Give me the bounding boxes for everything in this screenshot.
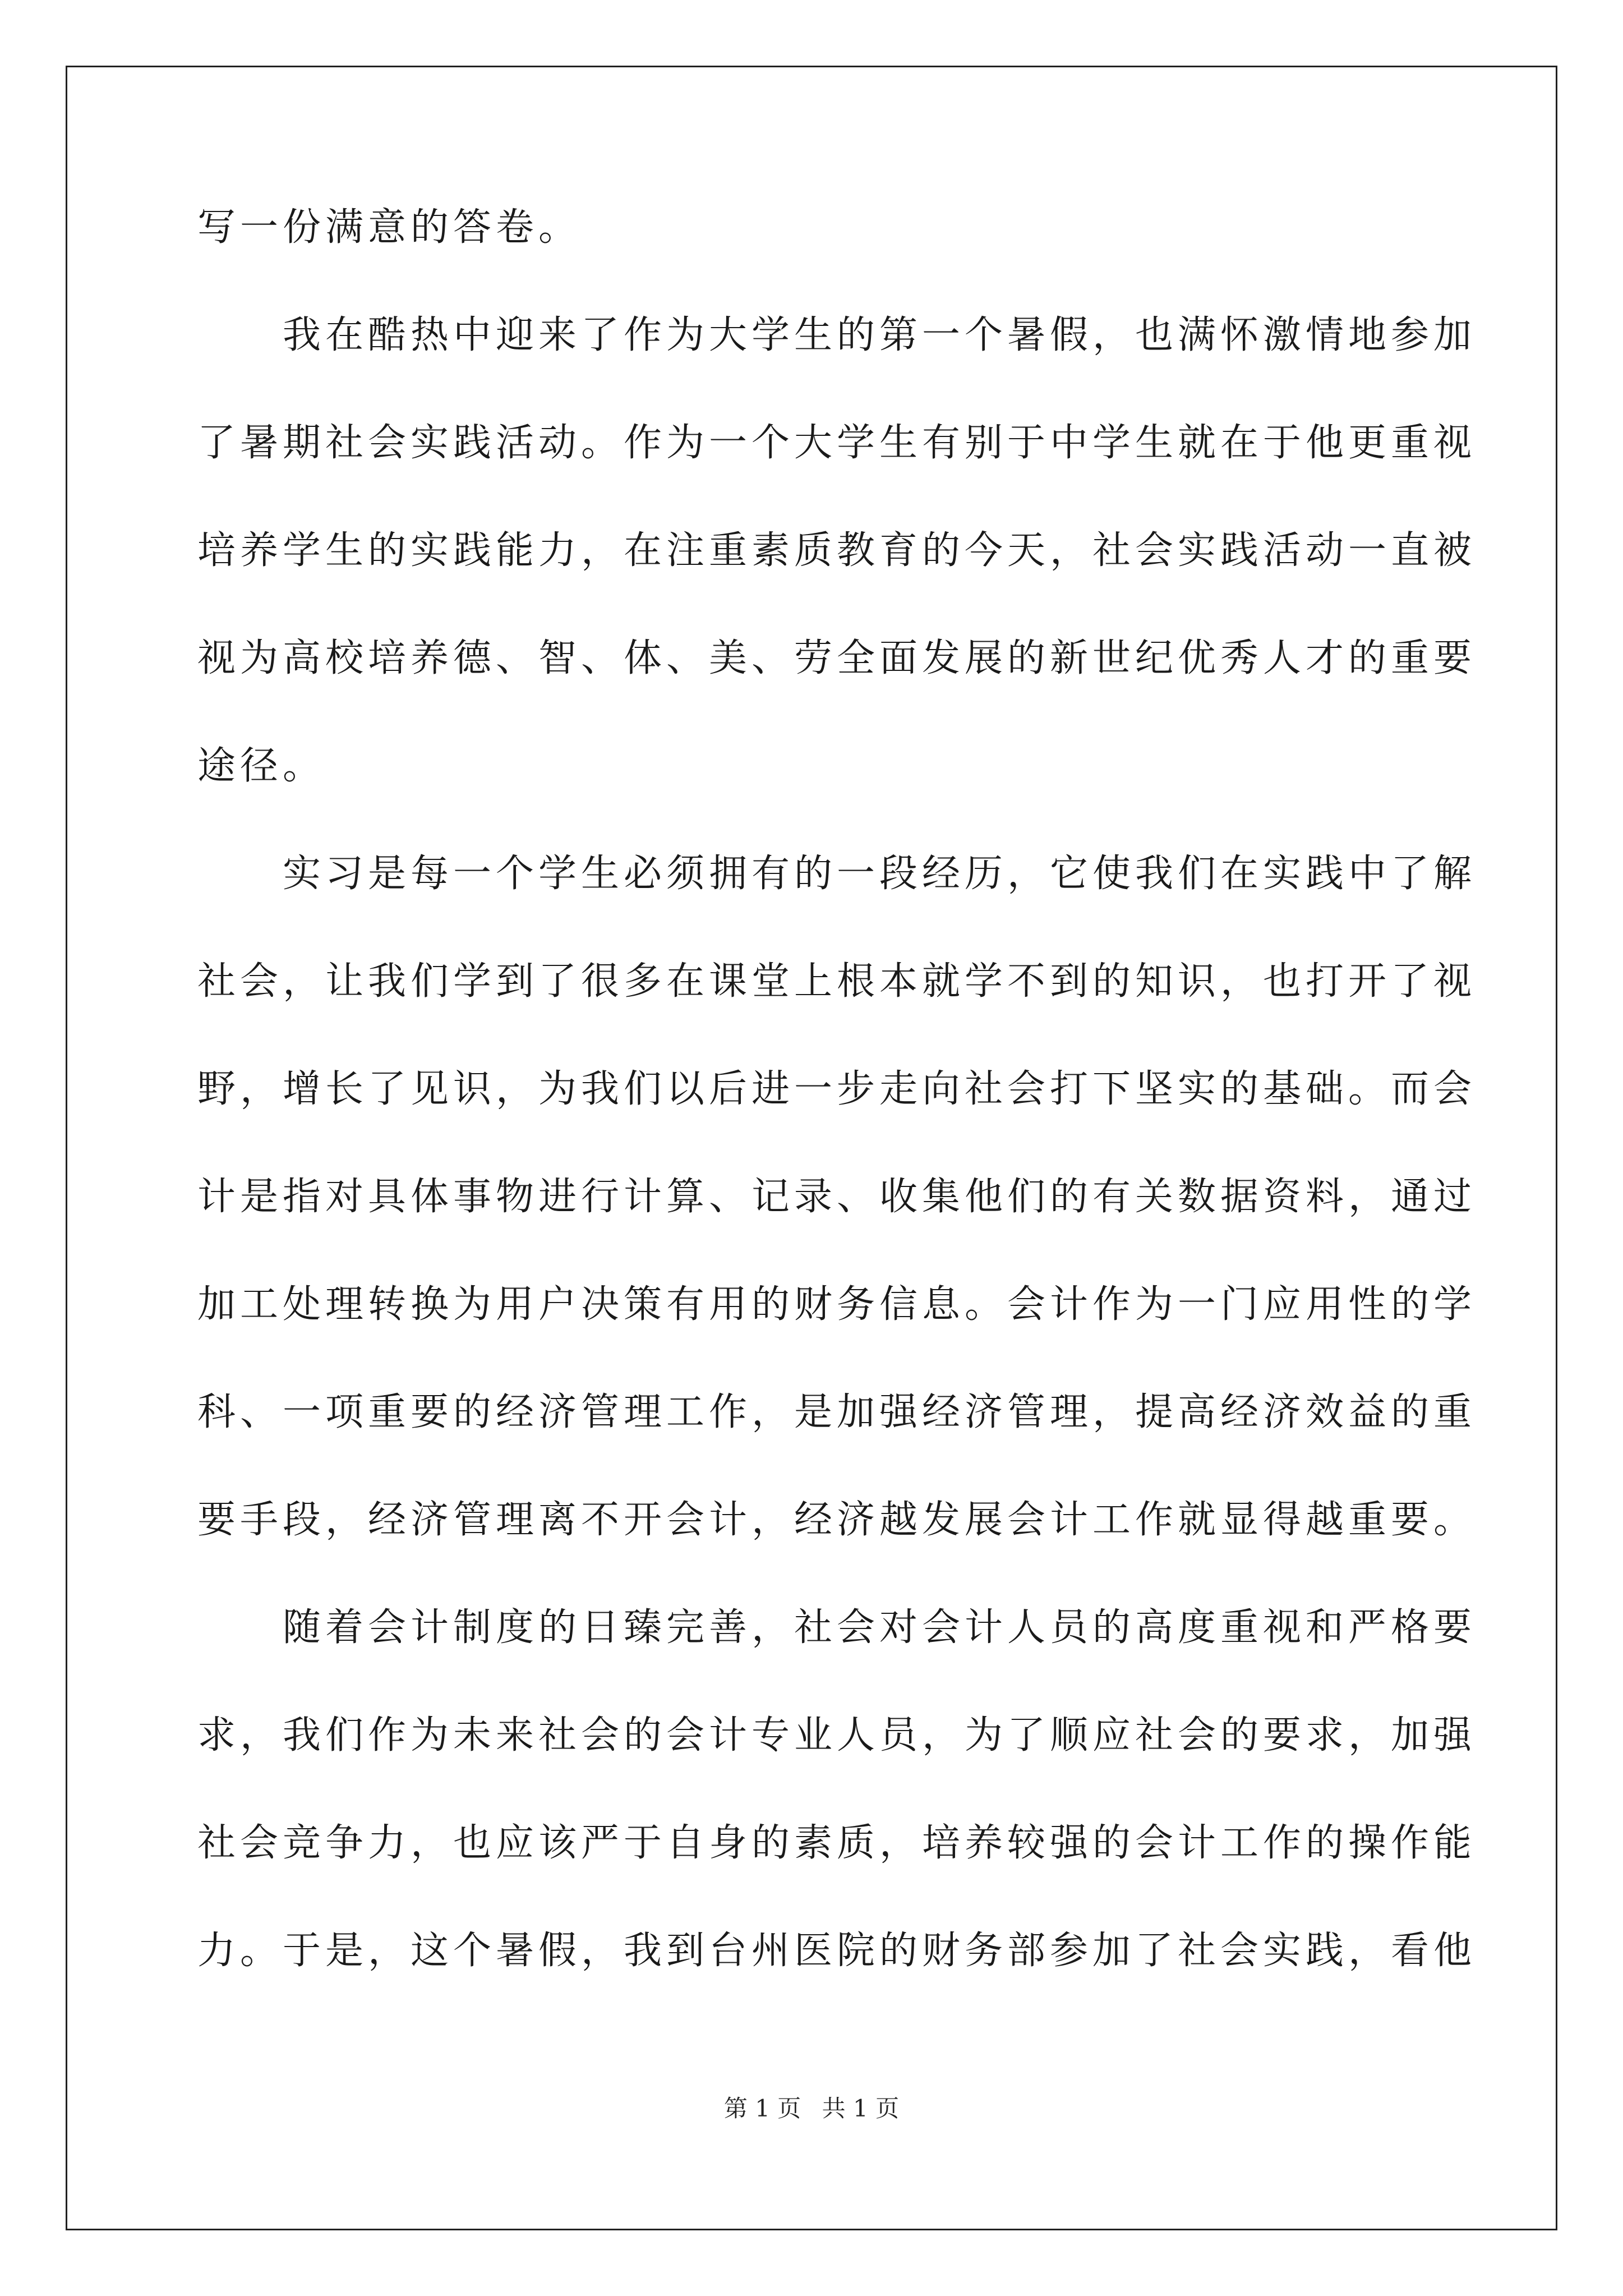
text-line: 随着会计制度的日臻完善，社会对会计人员的高度重视和严格要 [283, 1605, 1477, 1650]
text-line: 视为高校培养德、智、体、美、劳全面发展的新世纪优秀人才的重要 [197, 636, 1477, 680]
text-line: 求，我们作为未来社会的会计专业人员，为了顺应社会的要求，加强 [197, 1713, 1477, 1757]
text-line: 计是指对具体事物进行计算、记录、收集他们的有关数据资料，通过 [197, 1175, 1477, 1219]
text-line: 社会，让我们学到了很多在课堂上根本就学不到的知识，也打开了视 [197, 959, 1477, 1004]
text-line: 实习是每一个学生必须拥有的一段经历，它使我们在实践中了解 [283, 852, 1477, 896]
document-body [197, 205, 1477, 2040]
page-footer [0, 2097, 1623, 2120]
text-line: 途径。 [197, 744, 326, 788]
text-line: 力。于是，这个暑假，我到台州医院的财务部参加了社会实践，看他 [197, 1929, 1477, 1973]
text-line: 了暑期社会实践活动。作为一个大学生有别于中学生就在于他更重视 [197, 421, 1477, 465]
text-line: 写一份满意的答卷。 [197, 205, 582, 250]
page-number: 第 1 页 [723, 2095, 801, 2122]
text-line: 要手段，经济管理离不开会计，经济越发展会计工作就显得越重要。 [197, 1498, 1477, 1542]
text-line: 我在酷热中迎来了作为大学生的第一个暑假，也满怀激情地参加 [283, 313, 1477, 357]
text-line: 野，增长了见识，为我们以后进一步走向社会打下坚实的基础。而会 [197, 1067, 1477, 1111]
text-line: 培养学生的实践能力，在注重素质教育的今天，社会实践活动一直被 [197, 528, 1477, 573]
text-line: 加工处理转换为用户决策有用的财务信息。会计作为一门应用性的学 [197, 1282, 1477, 1327]
text-line: 社会竞争力，也应该严于自身的素质，培养较强的会计工作的操作能 [197, 1821, 1477, 1865]
page-total: 共 1 页 [822, 2095, 900, 2122]
text-line: 科、一项重要的经济管理工作，是加强经济管理，提高经济效益的重 [197, 1390, 1477, 1434]
